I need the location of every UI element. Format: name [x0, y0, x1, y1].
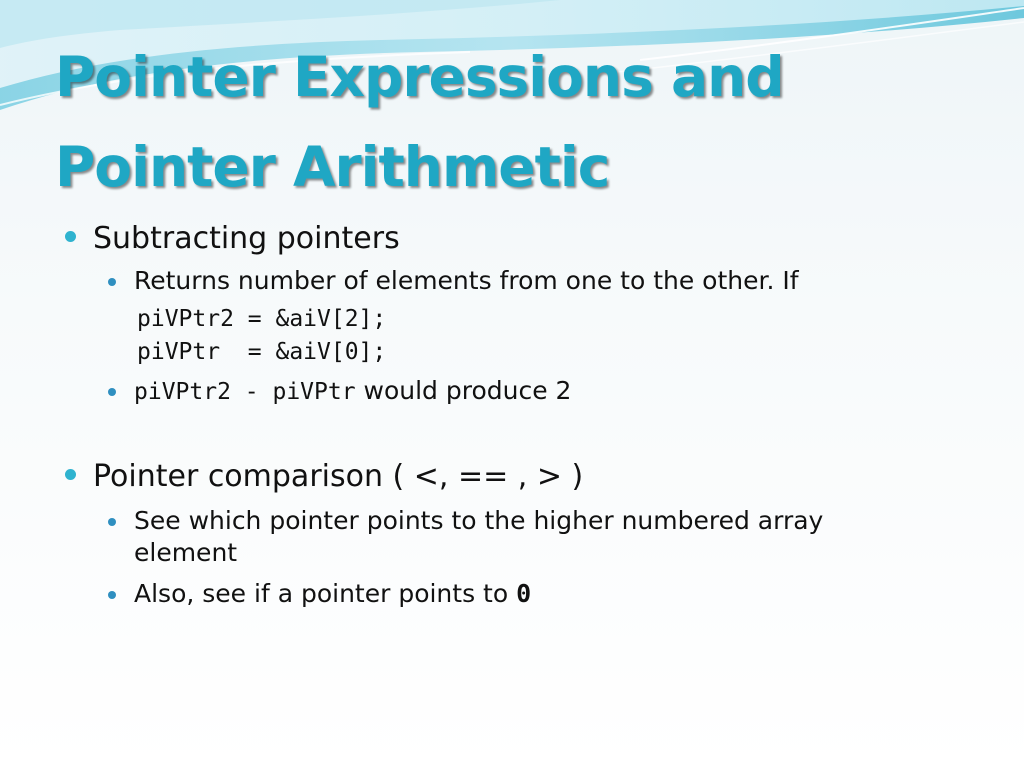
subbullet-text: See which pointer points to the higher numbered array [134, 506, 824, 535]
inline-code: piVPtr2 - piVPtr [134, 379, 356, 405]
subbullet-dot [108, 388, 116, 396]
title-line-1: Pointer Expressions and [55, 45, 784, 109]
subbullet-text-cont: element [134, 538, 238, 567]
bullet-text: Subtracting pointers [93, 221, 400, 256]
bullet-dot [65, 231, 76, 242]
code-line-2: piVPtr = &aiV[0]; [137, 339, 387, 365]
title-line-2: Pointer Arithmetic [55, 135, 610, 199]
subbullet-text: Returns number of elements from one to the other. If [134, 266, 799, 295]
bullet-text: Pointer comparison ( <, == , > ) [93, 459, 584, 494]
subbullet-text: would produce 2 [355, 376, 572, 405]
subbullet-dot [108, 518, 116, 526]
subbullet-dot [108, 591, 116, 599]
subbullet-dot [108, 278, 116, 286]
bold-zero: 0 [516, 579, 532, 608]
code-line-1: piVPtr2 = &aiV[2]; [137, 306, 387, 332]
slide-title [55, 32, 955, 212]
subbullet-text: Also, see if a pointer points to [134, 579, 517, 608]
bullet-dot [65, 469, 76, 480]
